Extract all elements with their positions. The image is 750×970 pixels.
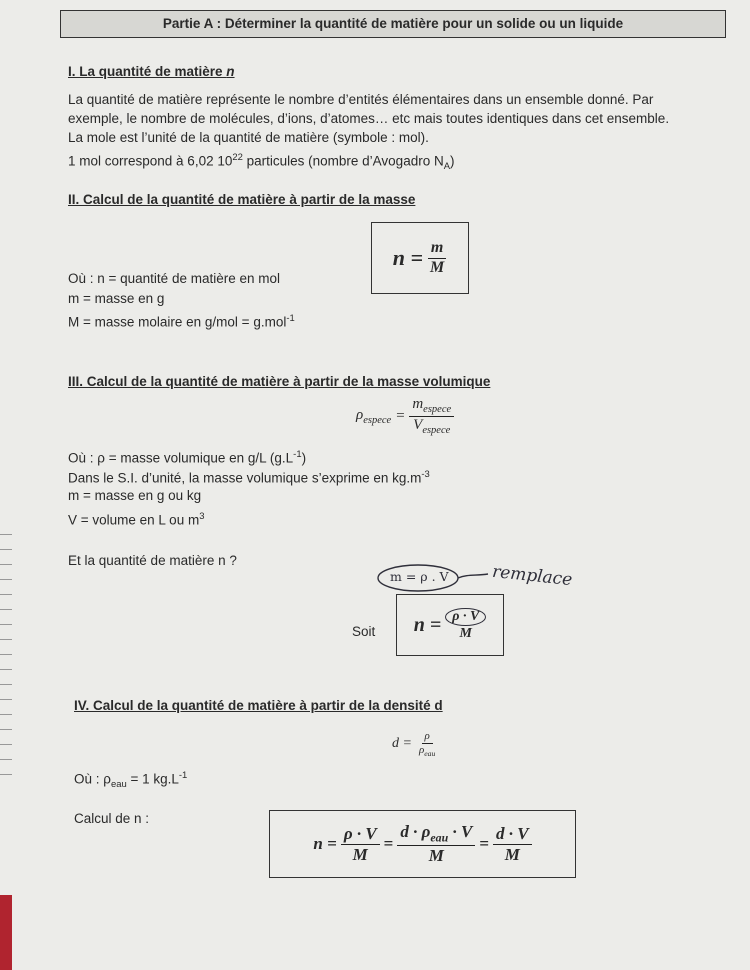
formula-d-lhs: d = [392, 736, 412, 752]
hand-word-remplace: remplace [491, 561, 574, 591]
formula-final-fraction-3 [493, 824, 532, 864]
sec2-definition-M-exp: -1 [286, 313, 295, 324]
section-1-heading-text: I. La quantité de matière [68, 64, 227, 79]
formula-mass-denominator: M [430, 258, 445, 276]
formula-final-fraction-1 [341, 824, 380, 864]
formula-final-lhs: n = [313, 834, 337, 853]
formula-final-f1-den: M [352, 844, 368, 864]
formula-sub-numerator: ρ · V [445, 608, 486, 626]
section-1-heading [68, 64, 235, 79]
formula-final-eq-1: = [383, 834, 394, 853]
sec2-definition-n: Où : n = quantité de matière en mol [68, 271, 280, 286]
formula-final-f2-num: $d \cdot \rho_{eau} \cdot V$ [397, 822, 475, 846]
section-2-heading: II. Calcul de la quantité de matière à partir de la masse [68, 192, 416, 207]
formula-mass-fraction [427, 239, 447, 277]
formula-final-fraction-2 [397, 822, 475, 866]
section-1-heading-var: n [226, 64, 235, 79]
sec3-definition-m: m = masse en g ou kg [68, 488, 202, 503]
formula-mass-lhs: n = [392, 245, 424, 270]
formula-final [313, 822, 531, 866]
sec2-definition-M [68, 310, 295, 332]
formula-final-f1-num: ρ · V [341, 824, 380, 845]
page-title: Partie A : Déterminer la quantité de matière pour un solide ou un liquide [60, 10, 726, 38]
sec1-paragraph-line-2: exemple, le nombre de molécules, d’ions, d’atomes… etc mais toutes identiques dans cet ensemble. [68, 111, 670, 126]
formula-relative-density [392, 730, 438, 759]
formula-density-rho: $\rho_{espece}$ [356, 407, 392, 427]
avogadro-text-a: 1 mol correspond à 6,02 10 [68, 153, 233, 169]
avogadro-text-b: particules (nombre d’Avogadro N [242, 153, 444, 169]
formula-final-eq-2: = [479, 834, 489, 853]
sec4-calc-label: Calcul de n : [74, 811, 150, 826]
hand-arrow [458, 574, 488, 578]
formula-density-denominator: $V_{espece}$ [413, 417, 451, 437]
avogadro-subscript: A [443, 161, 451, 173]
sec1-paragraph-line-3: La mole est l’unité de la quantité de matière (symbole : mol). [68, 130, 429, 145]
section-4-heading: IV. Calcul de la quantité de matière à partir de la densité d [74, 698, 443, 713]
formula-final-f3-num: d · V [493, 824, 532, 845]
formula-sub-lhs: n = [413, 613, 442, 636]
formula-final-f2-den: M [428, 846, 444, 866]
binder-margin-ticks [0, 520, 12, 780]
formula-box-substitution [396, 594, 504, 656]
sec1-paragraph-line-1: La quantité de matière représente le nombre d’entités élémentaires dans un ensemble donné. Par [68, 92, 654, 107]
red-page-edge [0, 895, 12, 970]
avogadro-text-c: ) [450, 153, 455, 169]
sec3-si-unit: Dans le S.I. d’unité, la masse volumique s’exprime en $kg.m^{-3}$ [68, 469, 430, 486]
formula-density-equals: = [395, 408, 406, 425]
formula-density [356, 396, 454, 437]
sec4-rho-water: Où : $\rho_{eau} = 1$ $kg.L^{-1}$ [74, 770, 188, 791]
formula-box-mass [371, 222, 469, 294]
hand-box-text: m = ρ . V [390, 569, 449, 584]
section-3-heading: III. Calcul de la quantité de matière à partir de la masse volumique [68, 374, 491, 389]
formula-density-numerator: $m_{espece}$ [409, 396, 454, 417]
formula-d-fraction [416, 730, 438, 759]
formula-sub-fraction [445, 608, 486, 642]
sec2-definition-m: m = masse en g [68, 291, 165, 306]
avogadro-exponent: 22 [232, 152, 243, 163]
formula-box-final [269, 810, 576, 878]
sec3-definition-rho: Où : ρ = masse volumique en g/L $(g.L^{-1})$ [68, 449, 307, 466]
formula-final-f3-den: M [504, 844, 520, 864]
formula-mass-numerator: m [428, 239, 446, 258]
sec3-definition-V: V = volume en L ou $m^3$ [68, 511, 205, 528]
formula-density-fraction [409, 396, 454, 437]
sec2-definition-M-text: M = masse molaire en g/mol = g.mol [68, 314, 287, 330]
sec3-question: Et la quantité de matière n ? [68, 553, 237, 568]
formula-d-numerator: ρ [422, 730, 433, 744]
formula-d-denominator: $\rho_{eau}$ [418, 743, 436, 758]
formula-sub-denominator: M [459, 626, 472, 641]
avogadro-line [68, 149, 455, 176]
soit-label: Soit [352, 624, 376, 639]
